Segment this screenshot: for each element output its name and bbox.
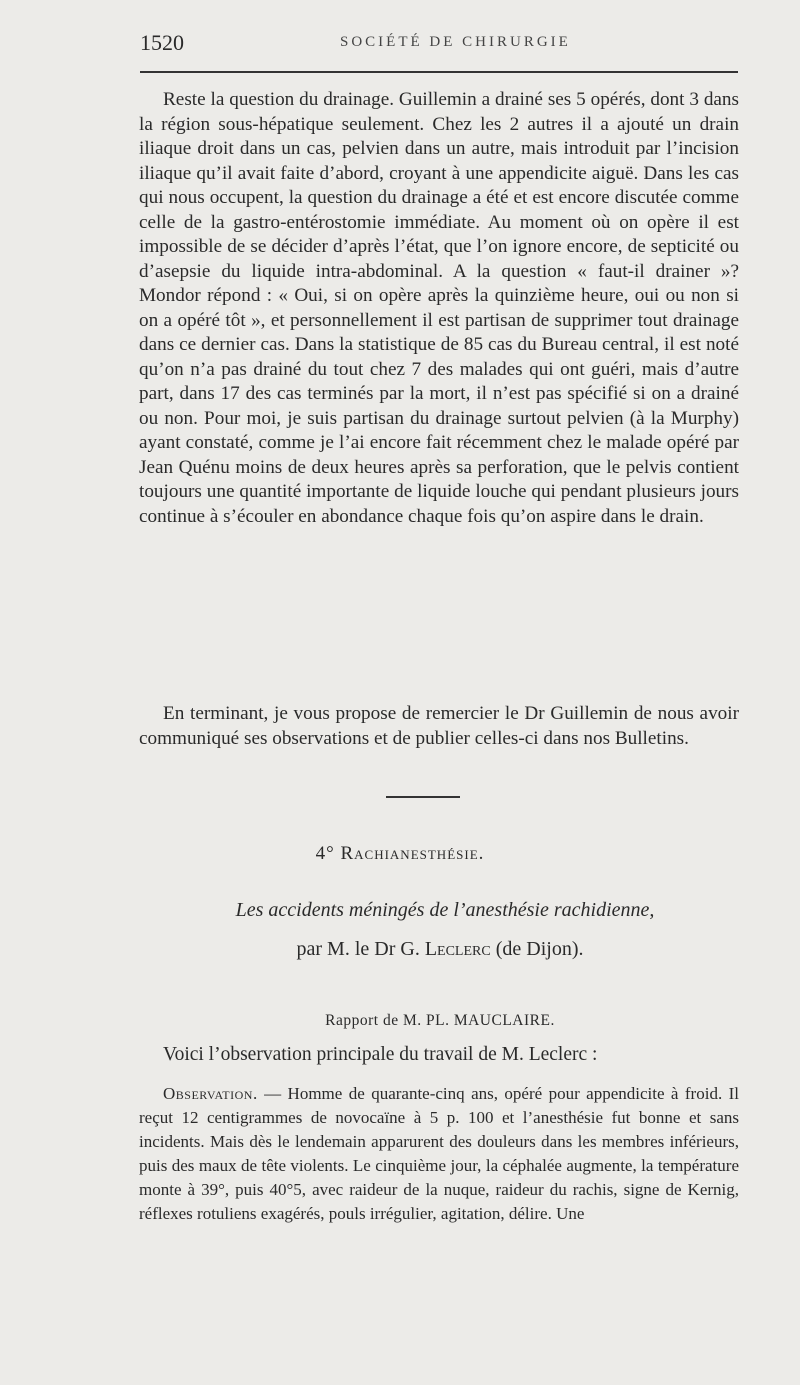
page-header [140,30,740,60]
intro-line: Voici l’observation principale du travail de M. Leclerc : [163,1044,598,1065]
byline-author: Leclerc [424,938,491,960]
byline [0,938,800,961]
article-title: Les accidents méningés de l’anesthésie rachidienne, [235,899,655,921]
paragraph-drainage: Reste la question du drainage. Guillemin a drainé ses 5 opérés, dont 3 dans la région sous-hépatique seulement. Chez les 2 autres il a ajouté un drain iliaque droit dans un cas, pelvien dans un autre, mais introduit par l’incision iliaque qu’il avait faite d’abord, croyant à une appendicite aiguë. Dans les cas qui nous occupent, la question du drainage a été et est encore discutée comme celle de la gastro-entérostomie immédiate. Au moment où on opère il est impossible de se décider d’après l’état, que l’on ignore encore, de septicité ou d’asepsie du liquide intra-abdominal. A la question « faut-il drainer »? Mondor répond : « Oui, si on opère après la quinzième heure, oui ou non si on a opéré tôt », et personnellement il est partisan de supprimer tout drainage dans ce dernier cas. Dans la statistique de 85 cas du Bureau central, il est noté qu’on n’a pas drainé du tout chez 7 des malades qui ont guéri, mais d’autre part, dans 17 des cas terminés par la mort, il n’est pas spécifié si on a drainé ou non. Pour moi, je suis partisan du drainage surtout pelvien (à la Murphy) ayant constaté, comme je l’ai encore fait récemment chez le malade opéré par Jean Quénu moins de deux heures après sa perforation, que le pelvis contient toujours une quantité importante de liquide louche qui pendant plusieurs jours continue à s’écouler en abondance chaque fois qu’on aspire dans le drain. [139,89,739,527]
byline-prefix: par M. le Dr G. [296,938,420,960]
section-title [0,843,800,865]
section-separator [386,796,460,798]
observation-paragraph [139,1082,739,1226]
byline-suffix: (de Dijon). [495,938,584,960]
paragraph-conclusion: En terminant, je vous propose de remercier le Dr Guillemin de nous avoir communiqué ses observations et de publier celles-ci dans nos Bulletins. [139,703,739,749]
page-number: 1520 [140,30,184,55]
section-name: Rachianesthésie. [340,843,485,864]
observation-label: Observation. [163,1084,258,1103]
observation-text: — Homme de quarante-cinq ans, opéré pour appendicite à froid. Il reçut 12 centigrammes de novocaïne à 5 p. 100 et l’anesthésie fut bonne et sans incidents. Mais dès le lendemain apparurent des douleurs dans les membres inférieurs, puis des maux de tête violents. Le cinquième jour, la céphalée augmente, la température monte à 39°, puis 40°5, avec raideur de la nuque, raideur du rachis, signe de Kernig, réflexes rotuliens exagérés, pouls irrégulier, agitation, délire. Une [139,1084,739,1223]
section-number: 4° [315,843,335,864]
header-rule [140,71,738,73]
report-line: Rapport de M. PL. MAUCLAIRE. [325,1012,555,1029]
running-head: SOCIÉTÉ DE CHIRURGIE [340,34,571,50]
